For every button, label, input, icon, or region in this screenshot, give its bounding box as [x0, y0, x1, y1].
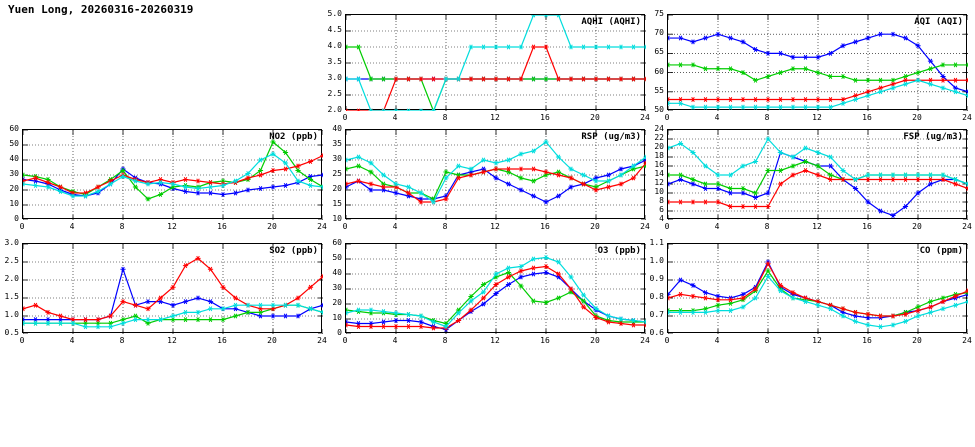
- y-axis-tick-label: 4: [659, 214, 664, 223]
- x-axis-tick-label: 24: [640, 336, 650, 345]
- x-axis-tick-label: 12: [167, 222, 177, 231]
- x-axis-tick-label: 8: [119, 222, 125, 231]
- plot-title: NO2 (ppb): [269, 132, 318, 142]
- plot-frame: [667, 129, 967, 219]
- y-axis-tick-label: 0: [337, 328, 342, 337]
- y-axis-tick-label: 25: [332, 169, 342, 178]
- x-axis-tick-label: 0: [342, 336, 348, 345]
- x-axis-tick-label: 8: [119, 336, 125, 345]
- plot-area: [346, 15, 646, 111]
- y-axis-tick-label: 1.5: [4, 292, 19, 301]
- x-axis-tick-label: 12: [812, 113, 822, 122]
- x-axis-tick-label: 12: [812, 222, 822, 231]
- x-axis-tick-label: 16: [862, 336, 872, 345]
- y-axis-tick-label: 1.0: [649, 256, 664, 265]
- y-axis-tick-label: 14: [654, 169, 664, 178]
- y-axis-tick-label: 10: [332, 313, 342, 322]
- x-axis-tick-label: 4: [714, 336, 720, 345]
- x-axis-tick-label: 20: [590, 113, 600, 122]
- y-axis-tick-label: 0.8: [649, 292, 664, 301]
- x-axis-tick-label: 16: [862, 113, 872, 122]
- plot-title: CO (ppm): [919, 246, 963, 256]
- x-axis-tick-label: 0: [19, 222, 25, 231]
- x-axis-tick-label: 0: [664, 222, 670, 231]
- x-axis-tick-label: 8: [764, 113, 770, 122]
- plot-area: [23, 244, 323, 334]
- y-axis-tick-label: 40: [332, 268, 342, 277]
- x-axis-tick-label: 4: [392, 222, 398, 231]
- y-axis-tick-label: 0.9: [649, 274, 664, 283]
- plot-area: [346, 244, 646, 334]
- x-axis-tick-label: 0: [19, 336, 25, 345]
- plot-frame: [345, 129, 645, 219]
- y-axis-tick-label: 0.5: [4, 328, 19, 337]
- x-axis-tick-label: 4: [392, 113, 398, 122]
- y-axis-tick-label: 2.5: [327, 89, 342, 98]
- y-axis-tick-label: 3.5: [327, 57, 342, 66]
- plot-area: [346, 130, 646, 220]
- series-line: [23, 269, 323, 319]
- y-axis-tick-label: 4.0: [327, 41, 342, 50]
- x-axis-tick-label: 16: [862, 222, 872, 231]
- y-axis-tick-label: 15: [332, 199, 342, 208]
- plot-area: [23, 130, 323, 220]
- y-axis-tick-label: 50: [9, 139, 19, 148]
- x-axis-tick-label: 4: [392, 336, 398, 345]
- y-axis-tick-label: 20: [9, 184, 19, 193]
- y-axis-tick-label: 20: [332, 184, 342, 193]
- x-axis-tick-label: 16: [540, 222, 550, 231]
- x-axis-tick-label: 20: [912, 113, 922, 122]
- y-axis-tick-label: 0.7: [649, 310, 664, 319]
- plot-frame: [22, 129, 322, 219]
- x-axis-tick-label: 4: [69, 222, 75, 231]
- y-axis-tick-label: 10: [654, 187, 664, 196]
- data-series: [346, 161, 646, 205]
- plot-frame: [667, 14, 967, 110]
- y-axis-tick-label: 65: [654, 47, 664, 57]
- series-markers: [346, 161, 646, 205]
- y-axis-tick-label: 10: [332, 214, 342, 223]
- y-axis-tick-label: 60: [654, 66, 664, 76]
- x-axis-tick-label: 24: [640, 113, 650, 122]
- plot-frame: [22, 243, 322, 333]
- y-axis-tick-label: 20: [654, 142, 664, 151]
- page-title: Yuen Long, 20260316-20260319: [8, 3, 194, 16]
- y-axis-tick-label: 3.0: [327, 73, 342, 82]
- y-axis-tick-label: 0: [14, 214, 19, 223]
- y-axis-tick-label: 16: [654, 160, 664, 169]
- x-axis-tick-label: 0: [664, 113, 670, 122]
- plot-title: O3 (ppb): [597, 246, 641, 256]
- y-axis-tick-label: 40: [332, 124, 342, 133]
- chart-panel: [4, 238, 327, 351]
- y-axis-tick-label: 18: [654, 151, 664, 160]
- x-axis-tick-label: 16: [540, 113, 550, 122]
- x-axis-tick-label: 12: [490, 336, 500, 345]
- y-axis-tick-label: 2.5: [4, 256, 19, 265]
- x-axis-tick-label: 16: [217, 222, 227, 231]
- y-axis-tick-label: 8: [659, 196, 664, 205]
- y-axis-tick-label: 1.1: [649, 238, 664, 247]
- y-axis-tick-label: 55: [654, 85, 664, 95]
- y-axis-tick-label: 30: [332, 283, 342, 292]
- y-axis-tick-label: 50: [654, 105, 664, 114]
- y-axis-tick-label: 0.6: [649, 328, 664, 337]
- chart-panel: [9, 124, 327, 237]
- plot-area: [668, 244, 968, 334]
- plot-title: AQI (AQI): [914, 17, 963, 27]
- chart-panel: [327, 9, 650, 128]
- plot-title: FSP (ug/m3): [903, 132, 963, 142]
- x-axis-tick-label: 12: [490, 113, 500, 122]
- plot-frame: [345, 243, 645, 333]
- x-axis-tick-label: 20: [912, 222, 922, 231]
- x-axis-tick-label: 24: [640, 222, 650, 231]
- plot-title: AQHI (AQHI): [581, 17, 641, 27]
- chart-panel: [332, 238, 650, 351]
- x-axis-tick-label: 24: [962, 336, 972, 345]
- y-axis-tick-label: 40: [9, 154, 19, 163]
- y-axis-tick-label: 10: [9, 199, 19, 208]
- x-axis-tick-label: 0: [342, 113, 348, 122]
- x-axis-tick-label: 20: [267, 336, 277, 345]
- plot-area: [668, 130, 968, 220]
- y-axis-tick-label: 1.0: [4, 310, 19, 319]
- x-axis-tick-label: 12: [490, 222, 500, 231]
- series-line: [346, 166, 646, 199]
- y-axis-tick-label: 6: [659, 205, 664, 214]
- y-axis-tick-label: 35: [332, 139, 342, 148]
- x-axis-tick-label: 8: [442, 222, 448, 231]
- plot-title: RSP (ug/m3): [581, 132, 641, 142]
- y-axis-tick-label: 30: [332, 154, 342, 163]
- x-axis-tick-label: 20: [590, 222, 600, 231]
- chart-panel: [332, 124, 650, 237]
- y-axis-tick-label: 2.0: [327, 105, 342, 114]
- y-axis-tick-label: 22: [654, 133, 664, 142]
- x-axis-tick-label: 4: [714, 222, 720, 231]
- chart-panel: [654, 9, 972, 128]
- y-axis-tick-label: 2.0: [4, 274, 19, 283]
- y-axis-tick-label: 20: [332, 298, 342, 307]
- y-axis-tick-label: 30: [9, 169, 19, 178]
- x-axis-tick-label: 16: [540, 336, 550, 345]
- x-axis-tick-label: 24: [962, 113, 972, 122]
- chart-panel: [654, 124, 972, 237]
- x-axis-tick-label: 24: [317, 222, 327, 231]
- y-axis-tick-label: 60: [9, 124, 19, 133]
- y-axis-tick-label: 5.0: [327, 9, 342, 18]
- plot-frame: [345, 14, 645, 110]
- x-axis-tick-label: 20: [912, 336, 922, 345]
- x-axis-tick-label: 24: [962, 222, 972, 231]
- plot-title: SO2 (ppb): [269, 246, 318, 256]
- y-axis-tick-label: 60: [332, 238, 342, 247]
- x-axis-tick-label: 8: [442, 113, 448, 122]
- y-axis-tick-label: 75: [654, 9, 664, 18]
- y-axis-tick-label: 70: [654, 28, 664, 38]
- plot-area: [668, 15, 968, 111]
- y-axis-tick-label: 24: [654, 124, 664, 133]
- x-axis-tick-label: 12: [812, 336, 822, 345]
- plot-frame: [667, 243, 967, 333]
- x-axis-tick-label: 4: [69, 336, 75, 345]
- x-axis-tick-label: 8: [764, 222, 770, 231]
- x-axis-tick-label: 20: [590, 336, 600, 345]
- chart-panel: [649, 238, 972, 351]
- y-axis-tick-label: 4.5: [327, 25, 342, 34]
- x-axis-tick-label: 0: [342, 222, 348, 231]
- x-axis-tick-label: 8: [764, 336, 770, 345]
- x-axis-tick-label: 0: [664, 336, 670, 345]
- y-axis-tick-label: 12: [654, 178, 664, 187]
- x-axis-tick-label: 16: [217, 336, 227, 345]
- x-axis-tick-label: 4: [714, 113, 720, 122]
- x-axis-tick-label: 24: [317, 336, 327, 345]
- x-axis-tick-label: 20: [267, 222, 277, 231]
- y-axis-tick-label: 3.0: [4, 238, 19, 247]
- y-axis-tick-label: 50: [332, 253, 342, 262]
- x-axis-tick-label: 12: [167, 336, 177, 345]
- x-axis-tick-label: 8: [442, 336, 448, 345]
